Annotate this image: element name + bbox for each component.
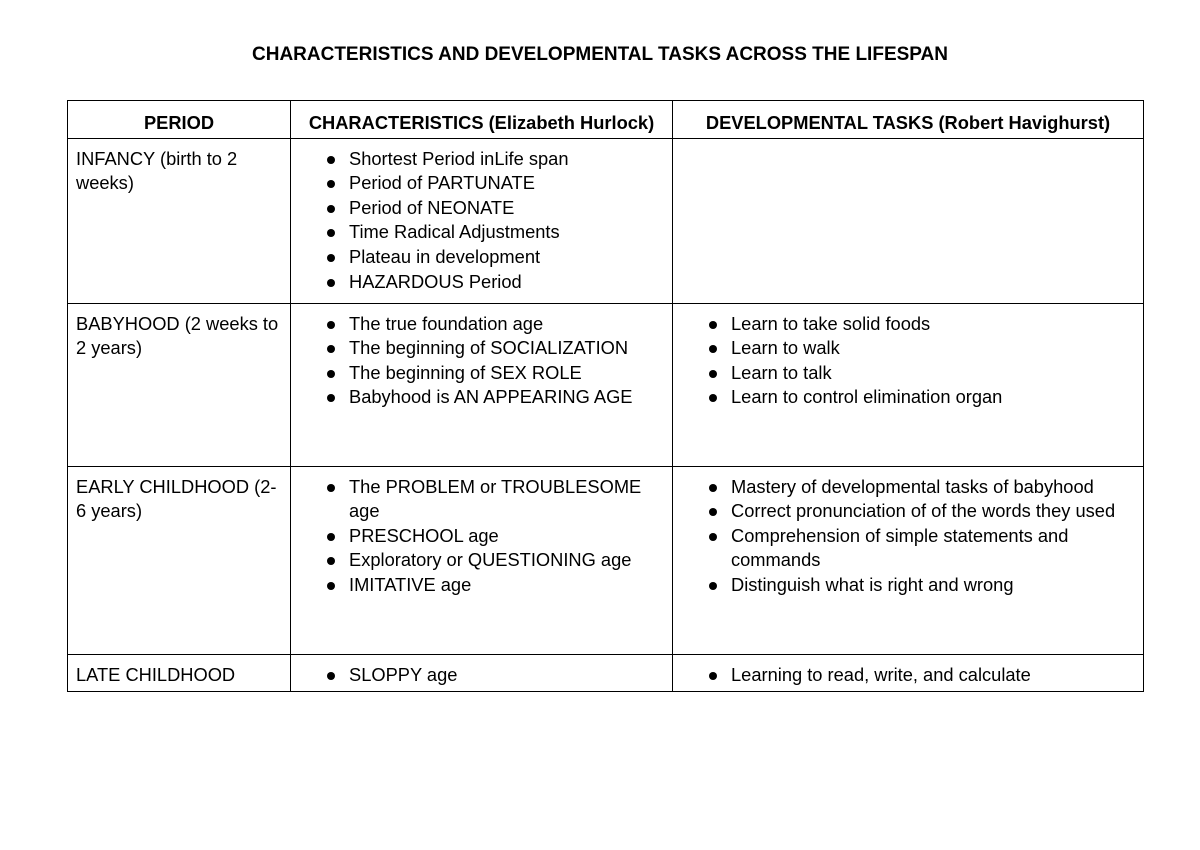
bullet-icon — [327, 557, 335, 565]
period-cell: BABYHOOD (2 weeks to 2 years) — [68, 303, 291, 466]
characteristics-cell — [291, 466, 673, 654]
bullet-icon — [327, 345, 335, 353]
bullet-icon — [327, 533, 335, 541]
list-item: Shortest Period inLife span — [299, 147, 664, 172]
list-item: Correct pronunciation of of the words they used — [681, 499, 1135, 524]
characteristics-list — [299, 312, 664, 410]
header-developmental-tasks: DEVELOPMENTAL TASKS (Robert Havighurst) — [673, 101, 1144, 139]
period-cell: LATE CHILDHOOD — [68, 654, 291, 692]
bullet-icon — [709, 321, 717, 329]
bullet-icon — [327, 394, 335, 402]
list-item: The beginning of SOCIALIZATION — [299, 336, 664, 361]
bullet-icon — [327, 370, 335, 378]
tasks-list — [681, 475, 1135, 598]
characteristics-list — [299, 475, 664, 598]
document-title: CHARACTERISTICS AND DEVELOPMENTAL TASKS ACROSS THE LIFESPAN — [252, 44, 948, 65]
developmental-tasks-cell — [673, 654, 1144, 692]
bullet-icon — [327, 484, 335, 492]
list-item: Distinguish what is right and wrong — [681, 573, 1135, 598]
bullet-icon — [709, 533, 717, 541]
bullet-icon — [327, 254, 335, 262]
bullet-icon — [327, 279, 335, 287]
table-header-row — [68, 101, 1144, 139]
characteristics-list — [299, 147, 664, 295]
list-item: Learn to take solid foods — [681, 312, 1135, 337]
bullet-icon — [709, 394, 717, 402]
developmental-tasks-cell — [673, 303, 1144, 466]
bullet-icon — [327, 672, 335, 680]
list-item: PRESCHOOL age — [299, 524, 664, 549]
table-row — [68, 654, 1144, 692]
characteristics-cell — [291, 654, 673, 692]
characteristics-cell — [291, 138, 673, 303]
list-item: HAZARDOUS Period — [299, 270, 664, 295]
list-item: Learn to walk — [681, 336, 1135, 361]
list-item: Mastery of developmental tasks of babyhood — [681, 475, 1135, 500]
header-characteristics: CHARACTERISTICS (Elizabeth Hurlock) — [291, 101, 673, 139]
bullet-icon — [709, 370, 717, 378]
list-item: Comprehension of simple statements and commands — [681, 524, 1135, 573]
table-row — [68, 303, 1144, 466]
list-item: Learn to talk — [681, 361, 1135, 386]
developmental-tasks-cell — [673, 466, 1144, 654]
bullet-icon — [327, 205, 335, 213]
bullet-icon — [327, 180, 335, 188]
developmental-tasks-cell — [673, 138, 1144, 303]
bullet-icon — [709, 484, 717, 492]
list-item: The beginning of SEX ROLE — [299, 361, 664, 386]
lifespan-table — [67, 100, 1144, 692]
list-item: Learning to read, write, and calculate — [681, 663, 1135, 688]
bullet-icon — [327, 321, 335, 329]
list-item: Period of NEONATE — [299, 196, 664, 221]
period-cell: EARLY CHILDHOOD (2-6 years) — [68, 466, 291, 654]
header-period: PERIOD — [68, 101, 291, 139]
list-item: Plateau in development — [299, 245, 664, 270]
tasks-list — [681, 312, 1135, 410]
list-item: Learn to control elimination organ — [681, 385, 1135, 410]
table-row — [68, 138, 1144, 303]
bullet-icon — [327, 156, 335, 164]
list-item: Babyhood is AN APPEARING AGE — [299, 385, 664, 410]
characteristics-cell — [291, 303, 673, 466]
list-item: The PROBLEM or TROUBLESOME age — [299, 475, 664, 524]
list-item: Time Radical Adjustments — [299, 220, 664, 245]
table-row — [68, 466, 1144, 654]
list-item: IMITATIVE age — [299, 573, 664, 598]
list-item: Exploratory or QUESTIONING age — [299, 548, 664, 573]
bullet-icon — [709, 508, 717, 516]
bullet-icon — [709, 672, 717, 680]
tasks-list — [681, 663, 1135, 688]
list-item: Period of PARTUNATE — [299, 171, 664, 196]
characteristics-list — [299, 663, 664, 688]
bullet-icon — [327, 582, 335, 590]
bullet-icon — [709, 345, 717, 353]
list-item: SLOPPY age — [299, 663, 664, 688]
period-cell: INFANCY (birth to 2 weeks) — [68, 138, 291, 303]
list-item: The true foundation age — [299, 312, 664, 337]
bullet-icon — [709, 582, 717, 590]
bullet-icon — [327, 229, 335, 237]
